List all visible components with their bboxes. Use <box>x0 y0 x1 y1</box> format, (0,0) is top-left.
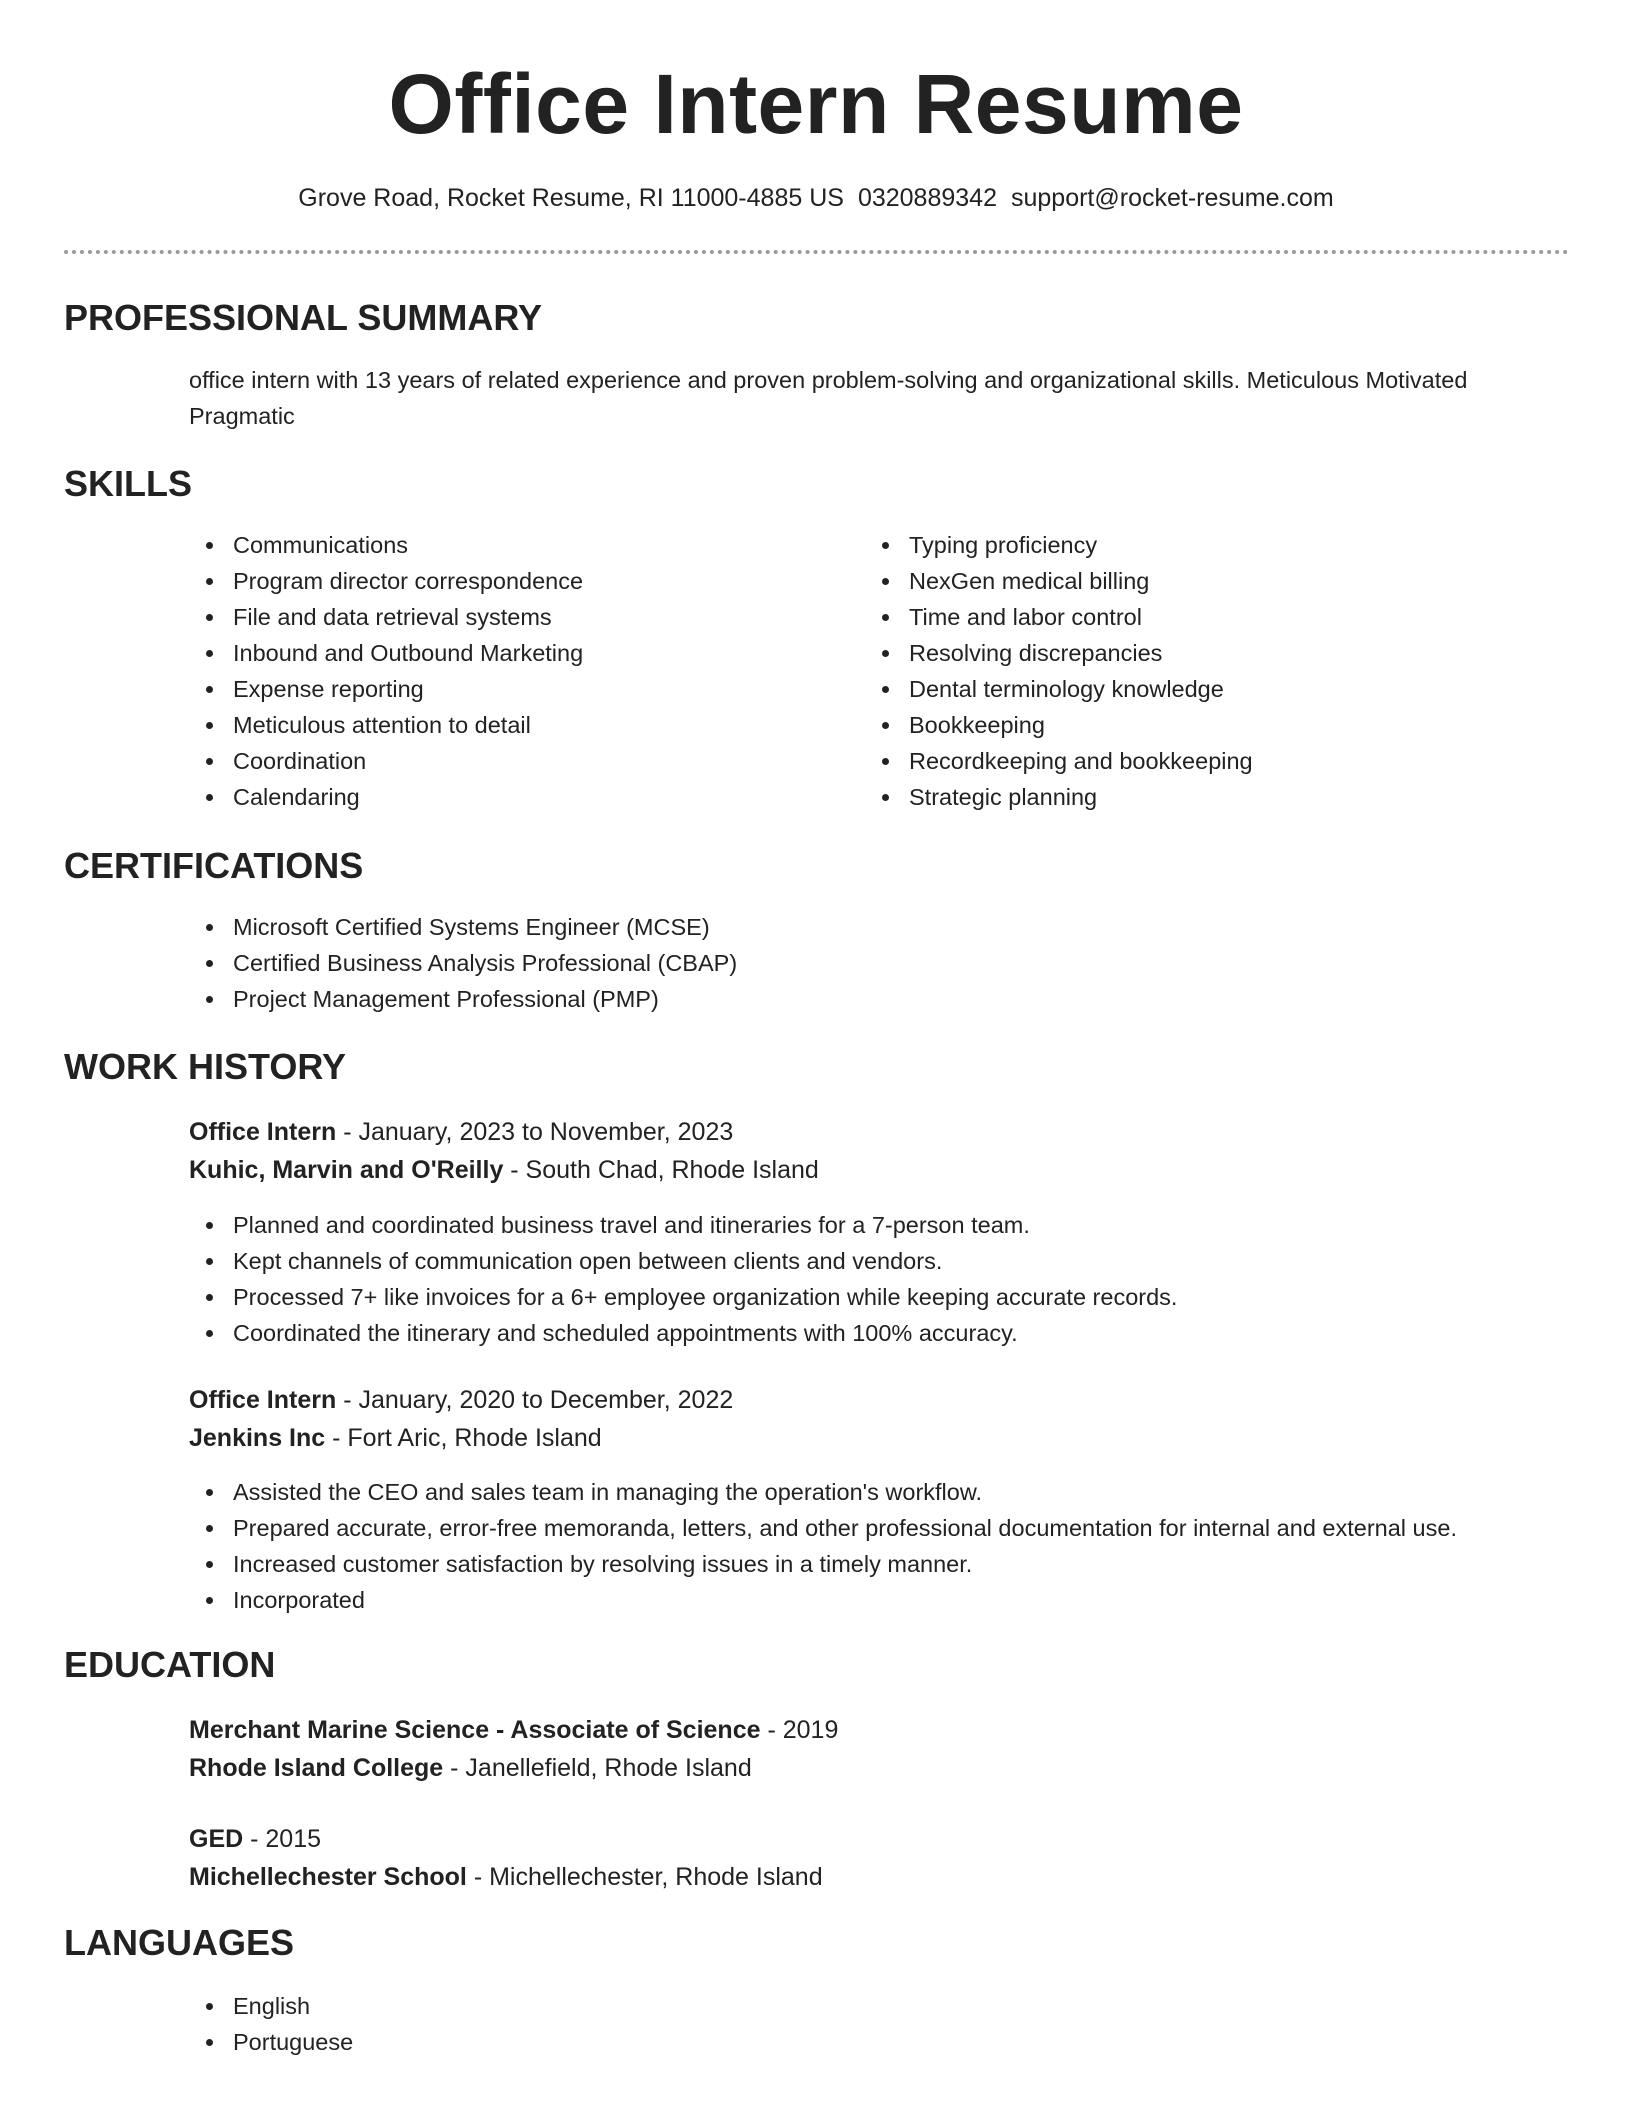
section-title-education: EDUCATION <box>64 1644 276 1685</box>
education-school-line <box>189 1749 752 1787</box>
skill-item: Bookkeeping <box>865 707 1253 743</box>
languages-list <box>189 1988 353 2060</box>
job-bullet: Planned and coordinated business travel and itineraries for a 7-person team. <box>189 1207 1177 1243</box>
education-school: Rhode Island College <box>189 1754 444 1782</box>
education-location: - Janellefield, Rhode Island <box>443 1754 752 1782</box>
education-year: - 2019 <box>760 1716 839 1744</box>
job-bullet: Incorporated <box>189 1582 1457 1618</box>
contact-address: Grove Road, Rocket Resume, RI 11000-4885 US <box>298 184 844 212</box>
job-bullet: Increased customer satisfaction by resolving issues in a timely manner. <box>189 1546 1457 1582</box>
job-location: - Fort Aric, Rhode Island <box>325 1424 602 1452</box>
education-location: - Michellechester, Rhode Island <box>466 1863 823 1891</box>
section-title-certifications: CERTIFICATIONS <box>64 845 364 886</box>
contact-line <box>0 180 1632 216</box>
skill-item: Inbound and Outbound Marketing <box>189 635 583 671</box>
job-company-line <box>189 1419 602 1457</box>
contact-phone: 0320889342 <box>857 184 997 212</box>
contact-email[interactable]: support@rocket-resume.com <box>1010 184 1334 212</box>
skill-item: Resolving discrepancies <box>865 635 1253 671</box>
skill-item: Expense reporting <box>189 671 583 707</box>
job-bullet: Processed 7+ like invoices for a 6+ employee organization while keeping accurate records. <box>189 1279 1177 1315</box>
education-school: Michellechester School <box>189 1863 467 1891</box>
skill-item: Typing proficiency <box>865 527 1253 563</box>
job-company: Kuhic, Marvin and O'Reilly <box>189 1156 504 1184</box>
skill-item: File and data retrieval systems <box>189 599 583 635</box>
section-title-languages: LANGUAGES <box>64 1922 295 1963</box>
skill-item: Time and labor control <box>865 599 1253 635</box>
skills-list-left <box>189 527 583 815</box>
job-company-line <box>189 1151 819 1189</box>
skill-item: Meticulous attention to detail <box>189 707 583 743</box>
education-degree: GED <box>189 1825 244 1853</box>
section-title-summary: PROFESSIONAL SUMMARY <box>64 297 543 338</box>
job-role: Office Intern <box>189 1118 337 1146</box>
education-school-line <box>189 1858 823 1896</box>
job-role: Office Intern <box>189 1386 337 1414</box>
job-bullets <box>189 1207 1177 1351</box>
skill-item: Coordination <box>189 743 583 779</box>
job-dates: - January, 2023 to November, 2023 <box>336 1118 734 1146</box>
header-divider <box>64 250 1569 254</box>
certifications-list <box>189 909 737 1017</box>
job-dates: - January, 2020 to December, 2022 <box>336 1386 734 1414</box>
education-degree: Merchant Marine Science - Associate of Science <box>189 1716 761 1744</box>
summary-text: office intern with 13 years of related experience and proven problem-solving and organizational skills. Meticulous Motivated Pragmatic <box>189 367 1468 429</box>
skill-item: Recordkeeping and bookkeeping <box>865 743 1253 779</box>
certification-item: Project Management Professional (PMP) <box>189 981 737 1017</box>
job-bullets <box>189 1474 1457 1618</box>
job-bullet: Coordinated the itinerary and scheduled appointments with 100% accuracy. <box>189 1315 1177 1351</box>
job-location: - South Chad, Rhode Island <box>503 1156 819 1184</box>
resume-name: Office Intern Resume <box>388 57 1244 151</box>
certification-item: Microsoft Certified Systems Engineer (MCSE) <box>189 909 737 945</box>
job-bullet: Prepared accurate, error-free memoranda, letters, and other professional documentation for internal and external use. <box>189 1510 1457 1546</box>
section-title-work-history: WORK HISTORY <box>64 1046 347 1087</box>
skill-item: Calendaring <box>189 779 583 815</box>
education-degree-line <box>189 1820 321 1858</box>
job-company: Jenkins Inc <box>189 1424 326 1452</box>
skill-item: Program director correspondence <box>189 563 583 599</box>
job-bullet: Assisted the CEO and sales team in managing the operation's workflow. <box>189 1474 1457 1510</box>
skill-item: Communications <box>189 527 583 563</box>
skill-item: Strategic planning <box>865 779 1253 815</box>
language-item: Portuguese <box>189 2024 353 2060</box>
job-title-line <box>189 1113 733 1151</box>
skill-item: Dental terminology knowledge <box>865 671 1253 707</box>
language-item: English <box>189 1988 353 2024</box>
certification-item: Certified Business Analysis Professional (CBAP) <box>189 945 737 981</box>
education-degree-line <box>189 1711 838 1749</box>
job-bullet: Kept channels of communication open between clients and vendors. <box>189 1243 1177 1279</box>
job-title-line <box>189 1381 733 1419</box>
section-title-skills: SKILLS <box>64 463 193 504</box>
skills-list-right <box>865 527 1253 815</box>
education-year: - 2015 <box>243 1825 322 1853</box>
skill-item: NexGen medical billing <box>865 563 1253 599</box>
